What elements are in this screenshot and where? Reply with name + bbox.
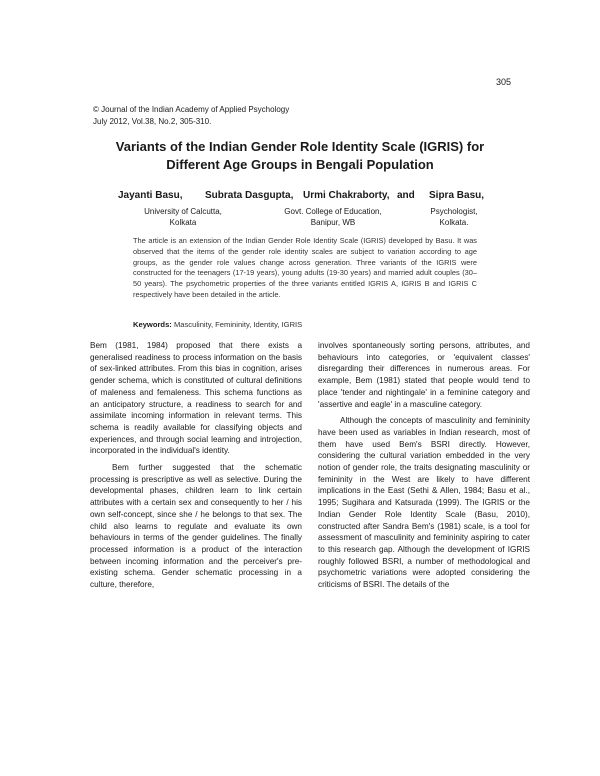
author-and: and — [397, 190, 415, 201]
affiliation-1 — [126, 206, 240, 228]
affiliation-3 — [418, 206, 490, 228]
affiliation-2 — [266, 206, 400, 228]
affiliation-2-line-2: Banipur, WB — [310, 218, 356, 227]
abstract: The article is an extension of the Indian Gender Role Identity Scale (IGRIS) developed by Basu. It was observed that the items of the gender role identity scales are subject to variation according to age groups, as the gender role values change across generation. Three variants of the IGRIS were constructed for the teenagers (17-19 years), young adults (19-30 years) and married adult couples (30–50 years). The psychometric properties of the three variants entitled IGRIS A, IGRIS B and IGRIS C respectively have been detailed in the article. — [133, 236, 477, 299]
author-2: Subrata Dasgupta, — [205, 190, 294, 201]
paragraph: Bem further suggested that the schematic processing is prescriptive as well as selective. During the developmental phases, children learn to link certain attributes with a certain sex and consequently to her / his own self-concept, since she / he belongs to that sex. The child also learns to regulate and evaluate its own behaviours in terms of the gender guidelines. The finally processed information is a product of the interaction between incoming information and the perceiver's pre-existing schema. Gender schematic processing in a culture, therefore, — [90, 463, 302, 590]
paragraph: Bem (1981, 1984) proposed that there exists a generalised readiness to process information on the basis of sex-linked attributes. From this bias in cognition, arises gender schema, which is constituted of cultural definitions of maleness and femaleness. This schema functions as an anticipatory structure, a readiness to search for and assimilate incoming information in relevant terms. This schema is readily available for classifying objects and experiences, and through social learning and introjection, incorporated in the individual's identity. — [90, 341, 302, 456]
title-line-1: Variants of the Indian Gender Role Identity Scale (IGRIS) for — [115, 139, 485, 154]
title-line-2: Different Age Groups in Bengali Population — [166, 157, 434, 172]
journal-issue: July 2012, Vol.38, No.2, 305-310. — [93, 117, 212, 126]
affiliation-3-line-2: Kolkata. — [439, 218, 469, 227]
journal-name: © Journal of the Indian Academy of Applied Psychology — [93, 105, 290, 114]
paragraph: involves spontaneously sorting persons, attributes, and behaviours into categories, or 'equivalent classes' disregarding their differences in numerous areas. For example, Bem (1981) stated that people would tend to place 'tender and nightingale' in a feminine category and 'assertive and eagle' in a masculine category. — [318, 341, 530, 409]
keywords-text: Masculinity, Femininity, Identity, IGRIS — [173, 320, 303, 329]
body-column-left — [90, 340, 302, 591]
author-4: Sipra Basu, — [429, 190, 485, 201]
author-1: Jayanti Basu, — [118, 190, 183, 201]
journal-citation — [93, 104, 289, 128]
keywords — [133, 320, 302, 329]
affiliation-1-line-2: Kolkata — [169, 218, 197, 227]
page-number: 305 — [496, 77, 512, 87]
keywords-label: Keywords: — [133, 320, 172, 329]
author-3: Urmi Chakraborty, — [303, 190, 390, 201]
affiliation-3-line-1: Psychologist, — [430, 207, 478, 216]
affiliation-2-line-1: Govt. College of Education, — [284, 207, 382, 216]
body-column-right — [318, 340, 530, 591]
article-title — [60, 138, 540, 174]
paragraph: Although the concepts of masculinity and femininity have been used as variables in Indian research, most of them have used Bem's BSRI directly. However, considering the cultural variation embedded in the very notion of gender role, the traits designating masculinity or femininity in the West are likely to have different implications in the East (Sethi & Allen, 1984; Basu et al., 1995; Sugihara and Katsurada (1999). The IGRIS or the Indian Gender Role Identity Scale (Basu, 2010), constructed after Sandra Bem's (1981) scale, is a tool for assessment of masculinity and femininity aspiring to cater to this research gap. Although the development of IGRIS roughly followed BSRI, a number of methodological and psychometric variations were adopted considering the criticisms of BSRI. The details of the — [318, 416, 530, 590]
affiliation-1-line-1: University of Calcutta, — [144, 207, 222, 216]
